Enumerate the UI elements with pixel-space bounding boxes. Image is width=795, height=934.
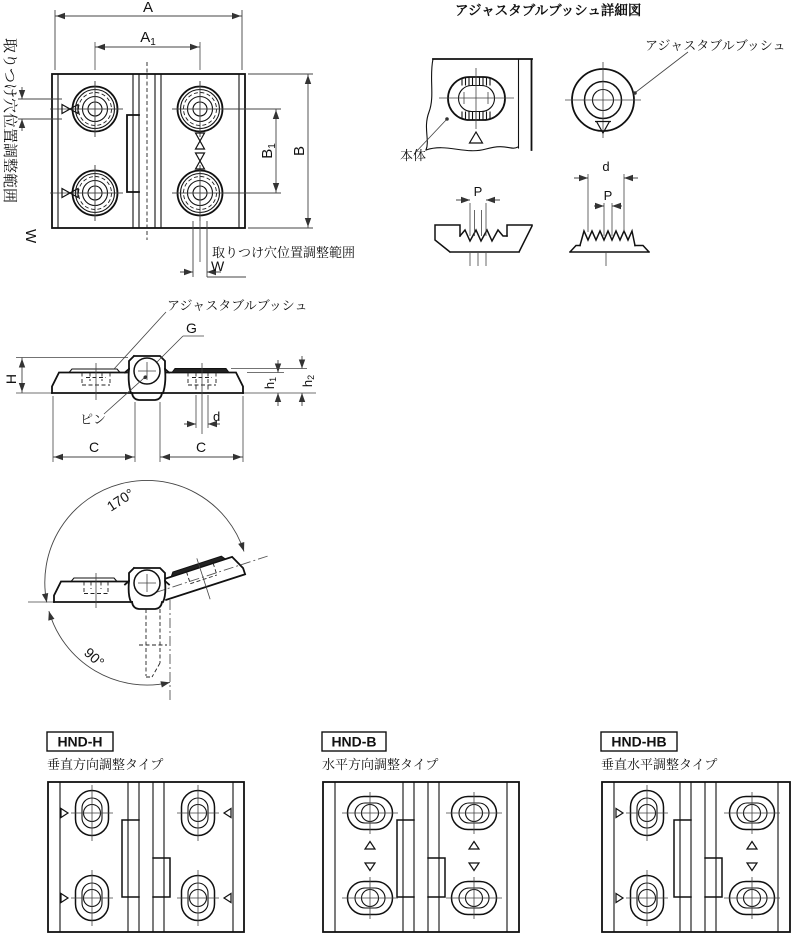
dim-h-label: H <box>3 373 19 385</box>
bottom-adjust-note-w: W <box>211 258 225 274</box>
variant-hnd-hb-type: 垂直水平調整タイプ <box>601 757 718 772</box>
front-view <box>1 0 355 277</box>
variant-hnd-h <box>47 732 244 932</box>
dim-b-label: B <box>291 145 308 157</box>
dim-p-bush-label: P <box>603 188 613 203</box>
variant-hnd-b-drawing <box>323 782 519 932</box>
dim-d-label: d <box>602 159 610 174</box>
body-label: 本体 <box>400 148 427 163</box>
angle-open-leaf <box>149 537 276 615</box>
dim-c-left <box>53 396 135 462</box>
angle-knuckle <box>125 568 169 609</box>
dim-g-label: G <box>186 320 197 336</box>
variant-hnd-h-drawing <box>48 782 244 932</box>
dim-h1-label: h1 <box>262 376 278 390</box>
angle-closed-leaf-phantom <box>139 600 170 703</box>
variant-hnd-h-code: HND-H <box>57 733 103 750</box>
variant-hnd-hb-code: HND-HB <box>611 733 667 750</box>
dim-h1 <box>247 360 284 406</box>
variant-hnd-hb-drawing <box>602 782 790 932</box>
bush-detail-figure <box>400 2 786 266</box>
side-bush-label: アジャスタブルブッシュ <box>167 298 308 313</box>
dim-a1-label: $A_1$ <box>140 29 156 48</box>
side-adjust-note: 取りつけ穴位置調整範囲 <box>1 38 18 204</box>
dim-angle-90 <box>46 610 171 687</box>
serration-body-section <box>435 184 532 266</box>
dim-a1 <box>95 29 200 50</box>
dim-b <box>248 74 313 228</box>
dim-angle-170 <box>42 480 247 603</box>
side-view <box>3 298 316 462</box>
detail-body-section <box>400 59 532 163</box>
dim-b1-label: $B_1$ <box>259 143 278 159</box>
detail-title: アジャスタブルブッシュ詳細図 <box>455 3 642 18</box>
side-adjust-note-w: W <box>22 229 39 244</box>
detail-bush-face <box>565 38 786 138</box>
variant-hnd-h-type: 垂直方向調整タイプ <box>47 757 164 772</box>
variant-hnd-b-type: 水平方向調整タイプ <box>322 757 439 772</box>
dim-c-left-label: C <box>88 439 100 455</box>
bush-label: アジャスタブルブッシュ <box>645 38 786 53</box>
dim-h <box>3 358 128 394</box>
dim-a-label: A <box>142 0 154 16</box>
dim-c-right <box>160 396 243 462</box>
opening-angle-figure <box>28 480 277 703</box>
front-view-body <box>52 62 245 240</box>
side-left-leaf <box>52 363 127 400</box>
pin-label: ピン <box>80 412 107 427</box>
dim-d-side-label: d <box>213 409 221 424</box>
side-labels <box>80 298 308 427</box>
open-angle-label: 170° <box>103 485 137 515</box>
dim-w-bottom <box>180 221 355 277</box>
bottom-adjust-note: 取りつけ穴位置調整範囲 <box>212 245 356 260</box>
serration-bush-section <box>570 159 649 266</box>
variant-hnd-b-code: HND-B <box>331 733 377 750</box>
variant-hnd-hb <box>601 732 790 932</box>
close-angle-label: 90° <box>81 644 108 671</box>
dim-h2-label: h2 <box>300 374 316 388</box>
dim-p-body-label: P <box>473 184 483 199</box>
dim-b1 <box>225 109 281 193</box>
dim-c-right-label: C <box>195 439 207 455</box>
front-view-bushes <box>50 42 281 262</box>
side-right-leaf <box>166 363 243 434</box>
variant-hnd-b <box>322 732 519 932</box>
